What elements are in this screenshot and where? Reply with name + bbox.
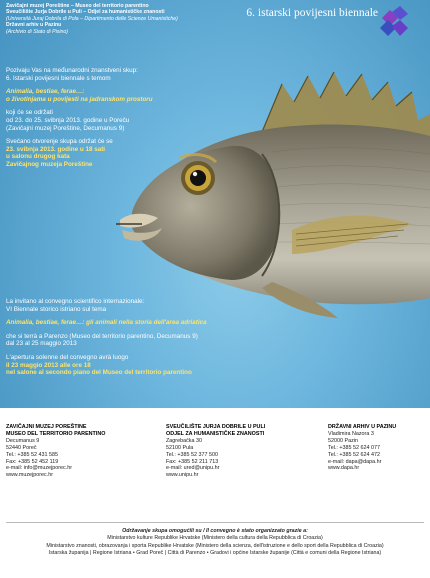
contact-line: Fax: +385 52 452 119 — [6, 458, 59, 465]
contact-heading: ZAVIČAJNI MUZEJ POREŠTINE — [6, 424, 87, 430]
theme-line: Animalia, bestiae, ferae…: — [6, 88, 85, 96]
contact-heading: MUSEO DEL TERRITORIO PARENTINO — [6, 430, 106, 437]
contact-line: 52000 Pazin — [328, 437, 358, 444]
opening-line: u salonu drugog kata — [6, 153, 70, 161]
venue-line: koji će se održati — [6, 109, 53, 117]
venue-line: che si terrà a Parenzo (Museo del territorio parentino, Decumanus 9) — [6, 332, 198, 340]
contact-line: Vladimira Nazora 3 — [328, 430, 374, 437]
contact-heading: ODJEL ZA HUMANISTIČKE ZNANOSTI — [166, 430, 265, 437]
contact-museum — [6, 424, 105, 479]
footer — [0, 408, 430, 578]
venue-line: dal 23 al 25 maggio 2013 — [6, 340, 77, 348]
contact-line: 52440 Poreč — [6, 444, 37, 451]
contact-line: Tel.: +385 52 377 500 — [166, 451, 219, 458]
contact-line: 52100 Pula — [166, 444, 194, 451]
contact-line: Zagrebačka 30 — [166, 437, 202, 444]
contact-heading: DRŽAVNI ARHIV U PAZINU — [328, 424, 397, 430]
biennale-title: 6. istarski povijesni biennale — [246, 7, 378, 19]
supporters-block — [0, 528, 430, 558]
organizer-line: (Università Juraj Dobrila di Pola – Dipartimento delle Scienze Umanistiche) — [6, 15, 178, 22]
opening-line: 23. svibnja 2013. godine u 18 sati — [6, 145, 106, 153]
opening-line: L'apertura solenne del convegno avrà luogo — [6, 353, 129, 361]
fish-illustration — [112, 62, 430, 320]
contact-archive — [328, 424, 396, 472]
organizer-line: Državni arhiv u Pazinu — [6, 22, 62, 29]
venue-line: (Zavičajni muzej Poreštine, Decumanus 9) — [6, 124, 125, 132]
opening-line: il 23 maggio 2013 alle ore 18 — [6, 361, 91, 369]
footer-divider — [6, 522, 424, 523]
supporter-line: Ministarstvo kulture Republike Hrvatske (Ministero della cultura della Repubblica di Croazia) — [107, 535, 323, 542]
contact-website[interactable]: www.unipu.hr — [166, 472, 199, 479]
organizer-line: Sveučilište Jurja Dobrile u Puli – Odjel za humanističke znanosti — [6, 9, 165, 16]
supporter-line: Ministarstvo znanosti, obrazovanja i sporta Republike Hrvatske (Ministero della scienza, dell'istruzione e dello sport della Repubblica di Croazia) — [46, 542, 384, 549]
organizer-line: Zavičajni muzej Poreštine – Museo del territorio parentino — [6, 3, 149, 9]
contact-heading: SVEUČILIŠTE JURJA DOBRILE U PULI — [166, 424, 266, 430]
contact-website[interactable]: www.dapa.hr — [328, 465, 360, 472]
contact-line: Tel.: +385 52 624 077 — [328, 444, 381, 451]
opening-line: Svečano otvorenje skupa održat će se — [6, 138, 113, 146]
contact-website[interactable]: www.muzejporec.hr — [6, 472, 54, 479]
contact-line: Tel.: +385 52 431 585 — [6, 451, 59, 458]
opening-line: Zavičajnog muzeja Poreštine — [6, 160, 93, 168]
opening-line: nel salone al secondo piano del Museo del territorio parentino — [6, 369, 192, 377]
venue-line: od 23. do 25. svibnja 2013. godine u Poreču — [6, 116, 130, 124]
organizer-line: (Archivio di Stato di Pisino) — [6, 28, 68, 35]
contact-email[interactable]: e-mail: info@muzejporec.hr — [6, 465, 72, 472]
supporter-line: Istarska županija | Regione Istriana • Grad Poreč | Città di Parenzo • Gradovi i općine Istarske županije (Città e comuni della Regione Istriana) — [48, 550, 382, 557]
contact-line: Fax: +385 52 211 713 — [166, 458, 219, 465]
contact-university — [166, 424, 265, 479]
contact-email[interactable]: e-mail: dapa@dapa.hr — [328, 458, 382, 465]
invite-line: La invitano al convegno scientifico internazionale: — [6, 298, 145, 305]
biennale-logo-icon — [378, 6, 408, 38]
italian-invitation — [6, 298, 207, 377]
contact-line: Decumanus 9 — [6, 437, 40, 444]
contact-line: Tel.: +385 52 624 472 — [328, 451, 381, 458]
contact-email[interactable]: e-mail: ured@unipu.hr — [166, 465, 220, 472]
organizers-block — [6, 3, 178, 35]
theme-line: Animalia, bestiae, ferae…: gli animali nella storia dell'area adriatica — [6, 319, 207, 327]
croatian-invitation — [6, 67, 153, 169]
supporters-heading: Održavanje skupa omogućili su / Il convegno è stato organizzato grazie a: — [122, 528, 308, 534]
invite-line: Pozivaju Vas na međunarodni znanstveni skup: — [6, 67, 138, 74]
theme-line: o životinjama u povijesti na jadranskom prostoru — [6, 95, 153, 103]
invite-line: VI Biennale storico istriano sul tema — [6, 305, 107, 313]
invite-line: 6. Istarski povijesni biennale s temom — [6, 74, 111, 82]
